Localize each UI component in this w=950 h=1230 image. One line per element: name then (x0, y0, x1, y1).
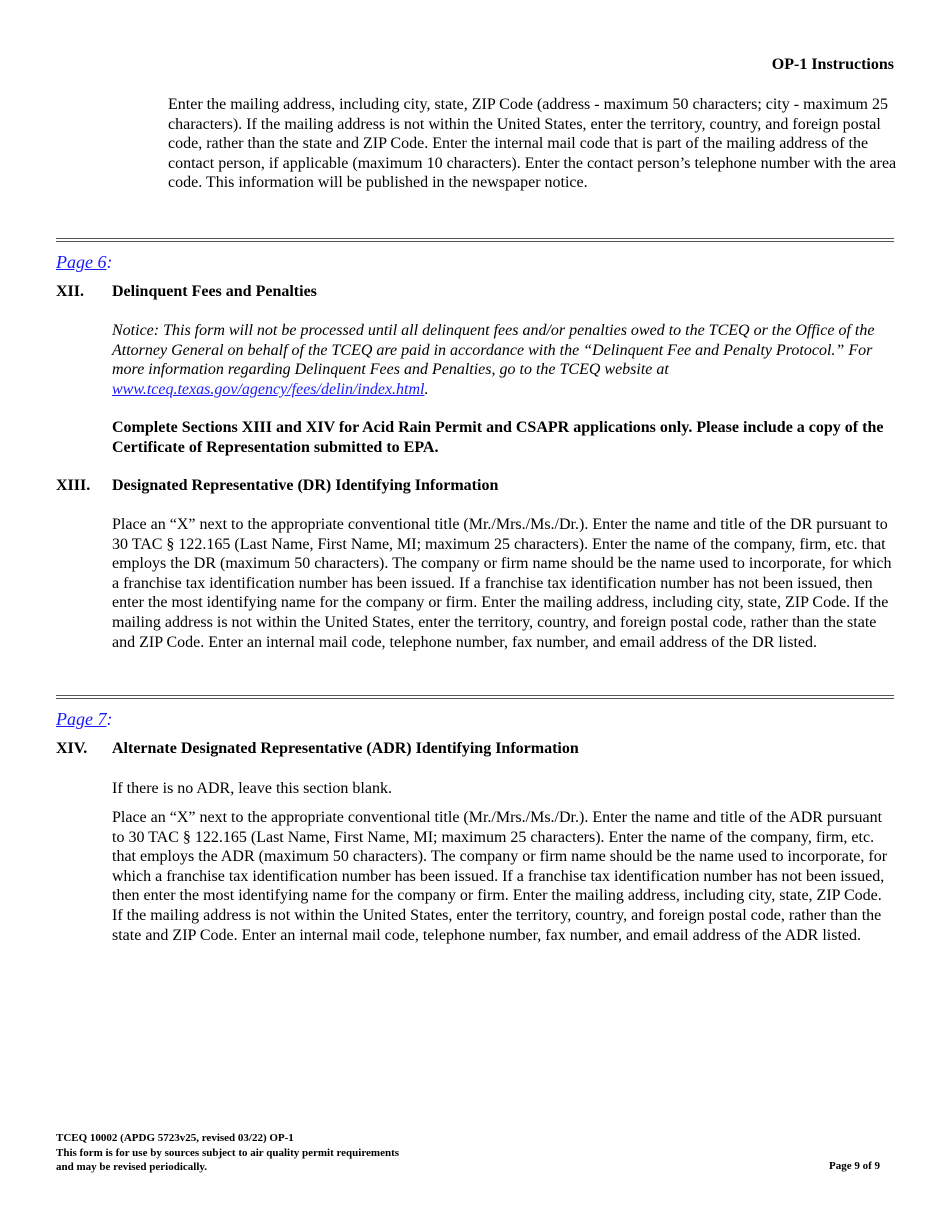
section-xiii-title: Designated Representative (DR) Identifying Information (112, 477, 499, 494)
section-xii-heading (56, 283, 317, 301)
page-6-link-row (56, 252, 112, 273)
delinquent-fees-url-link[interactable]: www.tceq.texas.gov/agency/fees/delin/index.html (112, 380, 425, 398)
notice-text: Notice: This form will not be processed until all delinquent fees and/or penalties owed to the TCEQ or the Office of the Attorney General on behalf of the TCEQ are paid in accordance with the “Delinquent Fee and Penalty Protocol.” For more information regarding Delinquent Fees and Penalties, go to the TCEQ website at (112, 322, 875, 379)
acid-rain-bold-note: Complete Sections XIII and XIV for Acid Rain Permit and CSAPR applications only. Please include a copy of the Certificate of Representation submitted to EPA. (112, 419, 884, 456)
section-xiv-paragraph: Place an “X” next to the appropriate conventional title (Mr./Mrs./Ms./Dr.). Enter the name and title of the ADR pursuant to 30 TAC § 122.165 (Last Name, First Name, MI; maximum 25 characters). Enter the name of the company, firm, etc. that employs the ADR (maximum 50 characters). The company or firm name should be the name used to incorporate, for which a franchise tax identification number has been issued. If a franchise tax identification number has not been issued, then enter the most identifying name for the company or firm. Enter the mailing address, including city, state, ZIP Code. If the mailing address is not within the United States, enter the territory, country, and foreign postal code, rather than the state and ZIP Code. Enter an internal mail code, telephone number, fax number, and email address of the ADR listed. (112, 809, 888, 944)
section-xiii-heading (56, 477, 498, 495)
section-divider (56, 238, 894, 242)
section-xii-title: Delinquent Fees and Penalties (112, 283, 317, 300)
section-divider (56, 695, 894, 699)
delinquent-fees-notice (112, 321, 897, 399)
page-6-colon: : (106, 252, 113, 272)
footer-line-1: TCEQ 10002 (APDG 5723v25, revised 03/22) OP-1 (56, 1132, 294, 1144)
section-xii-number: XII. (56, 283, 85, 300)
section-xiv-number: XIV. (56, 740, 88, 757)
footer-page-number: Page 9 of 9 (828, 1160, 880, 1172)
footer-line-2: This form is for use by sources subject to air quality permit requirements (56, 1146, 400, 1159)
footer-form-info (56, 1131, 399, 1175)
page-7-link-row (56, 709, 112, 730)
section-xiv-title: Alternate Designated Representative (ADR) Identifying Information (112, 740, 579, 757)
page-7-link[interactable]: Page 7 (56, 709, 107, 729)
notice-url-suffix: . (424, 380, 429, 398)
intro-paragraph: Enter the mailing address, including city, state, ZIP Code (address - maximum 50 characters; city - maximum 25 characters). If the mailing address is not within the United States, enter the territory, country, and foreign postal code, rather than the state and ZIP Code. Enter the internal mail code that is part of the mailing address of the contact person, if applicable (maximum 10 characters). Enter the contact person’s telephone number with the area code. This information will be published in the newspaper notice. (168, 96, 897, 192)
page-6-link[interactable]: Page 6 (56, 252, 107, 272)
section-xiv-blank-note: If there is no ADR, leave this section blank. (112, 780, 392, 797)
page-7-colon: : (106, 709, 113, 729)
footer-line-3: and may be revised periodically. (56, 1161, 208, 1173)
section-xiv-heading (56, 740, 579, 758)
page-header-title: OP-1 Instructions (771, 56, 894, 73)
section-xiii-paragraph: Place an “X” next to the appropriate conventional title (Mr./Mrs./Ms./Dr.). Enter the name and title of the DR pursuant to 30 TAC § 122.165 (Last Name, First Name, MI; maximum 25 characters). Enter the name of the company, firm, etc. that employs the DR (maximum 50 characters). The company or firm name should be the name used to incorporate, for which a franchise tax identification number has been issued. If a franchise tax identification number has not been issued, then enter the most identifying name for the company or firm. Enter the mailing address, including city, state, ZIP Code. If the mailing address is not within the United States, enter the territory, country, and foreign postal code, rather than the state and ZIP Code. Enter an internal mail code, telephone number, fax number, and email address of the DR listed. (112, 516, 892, 651)
section-xiii-number: XIII. (56, 477, 91, 494)
